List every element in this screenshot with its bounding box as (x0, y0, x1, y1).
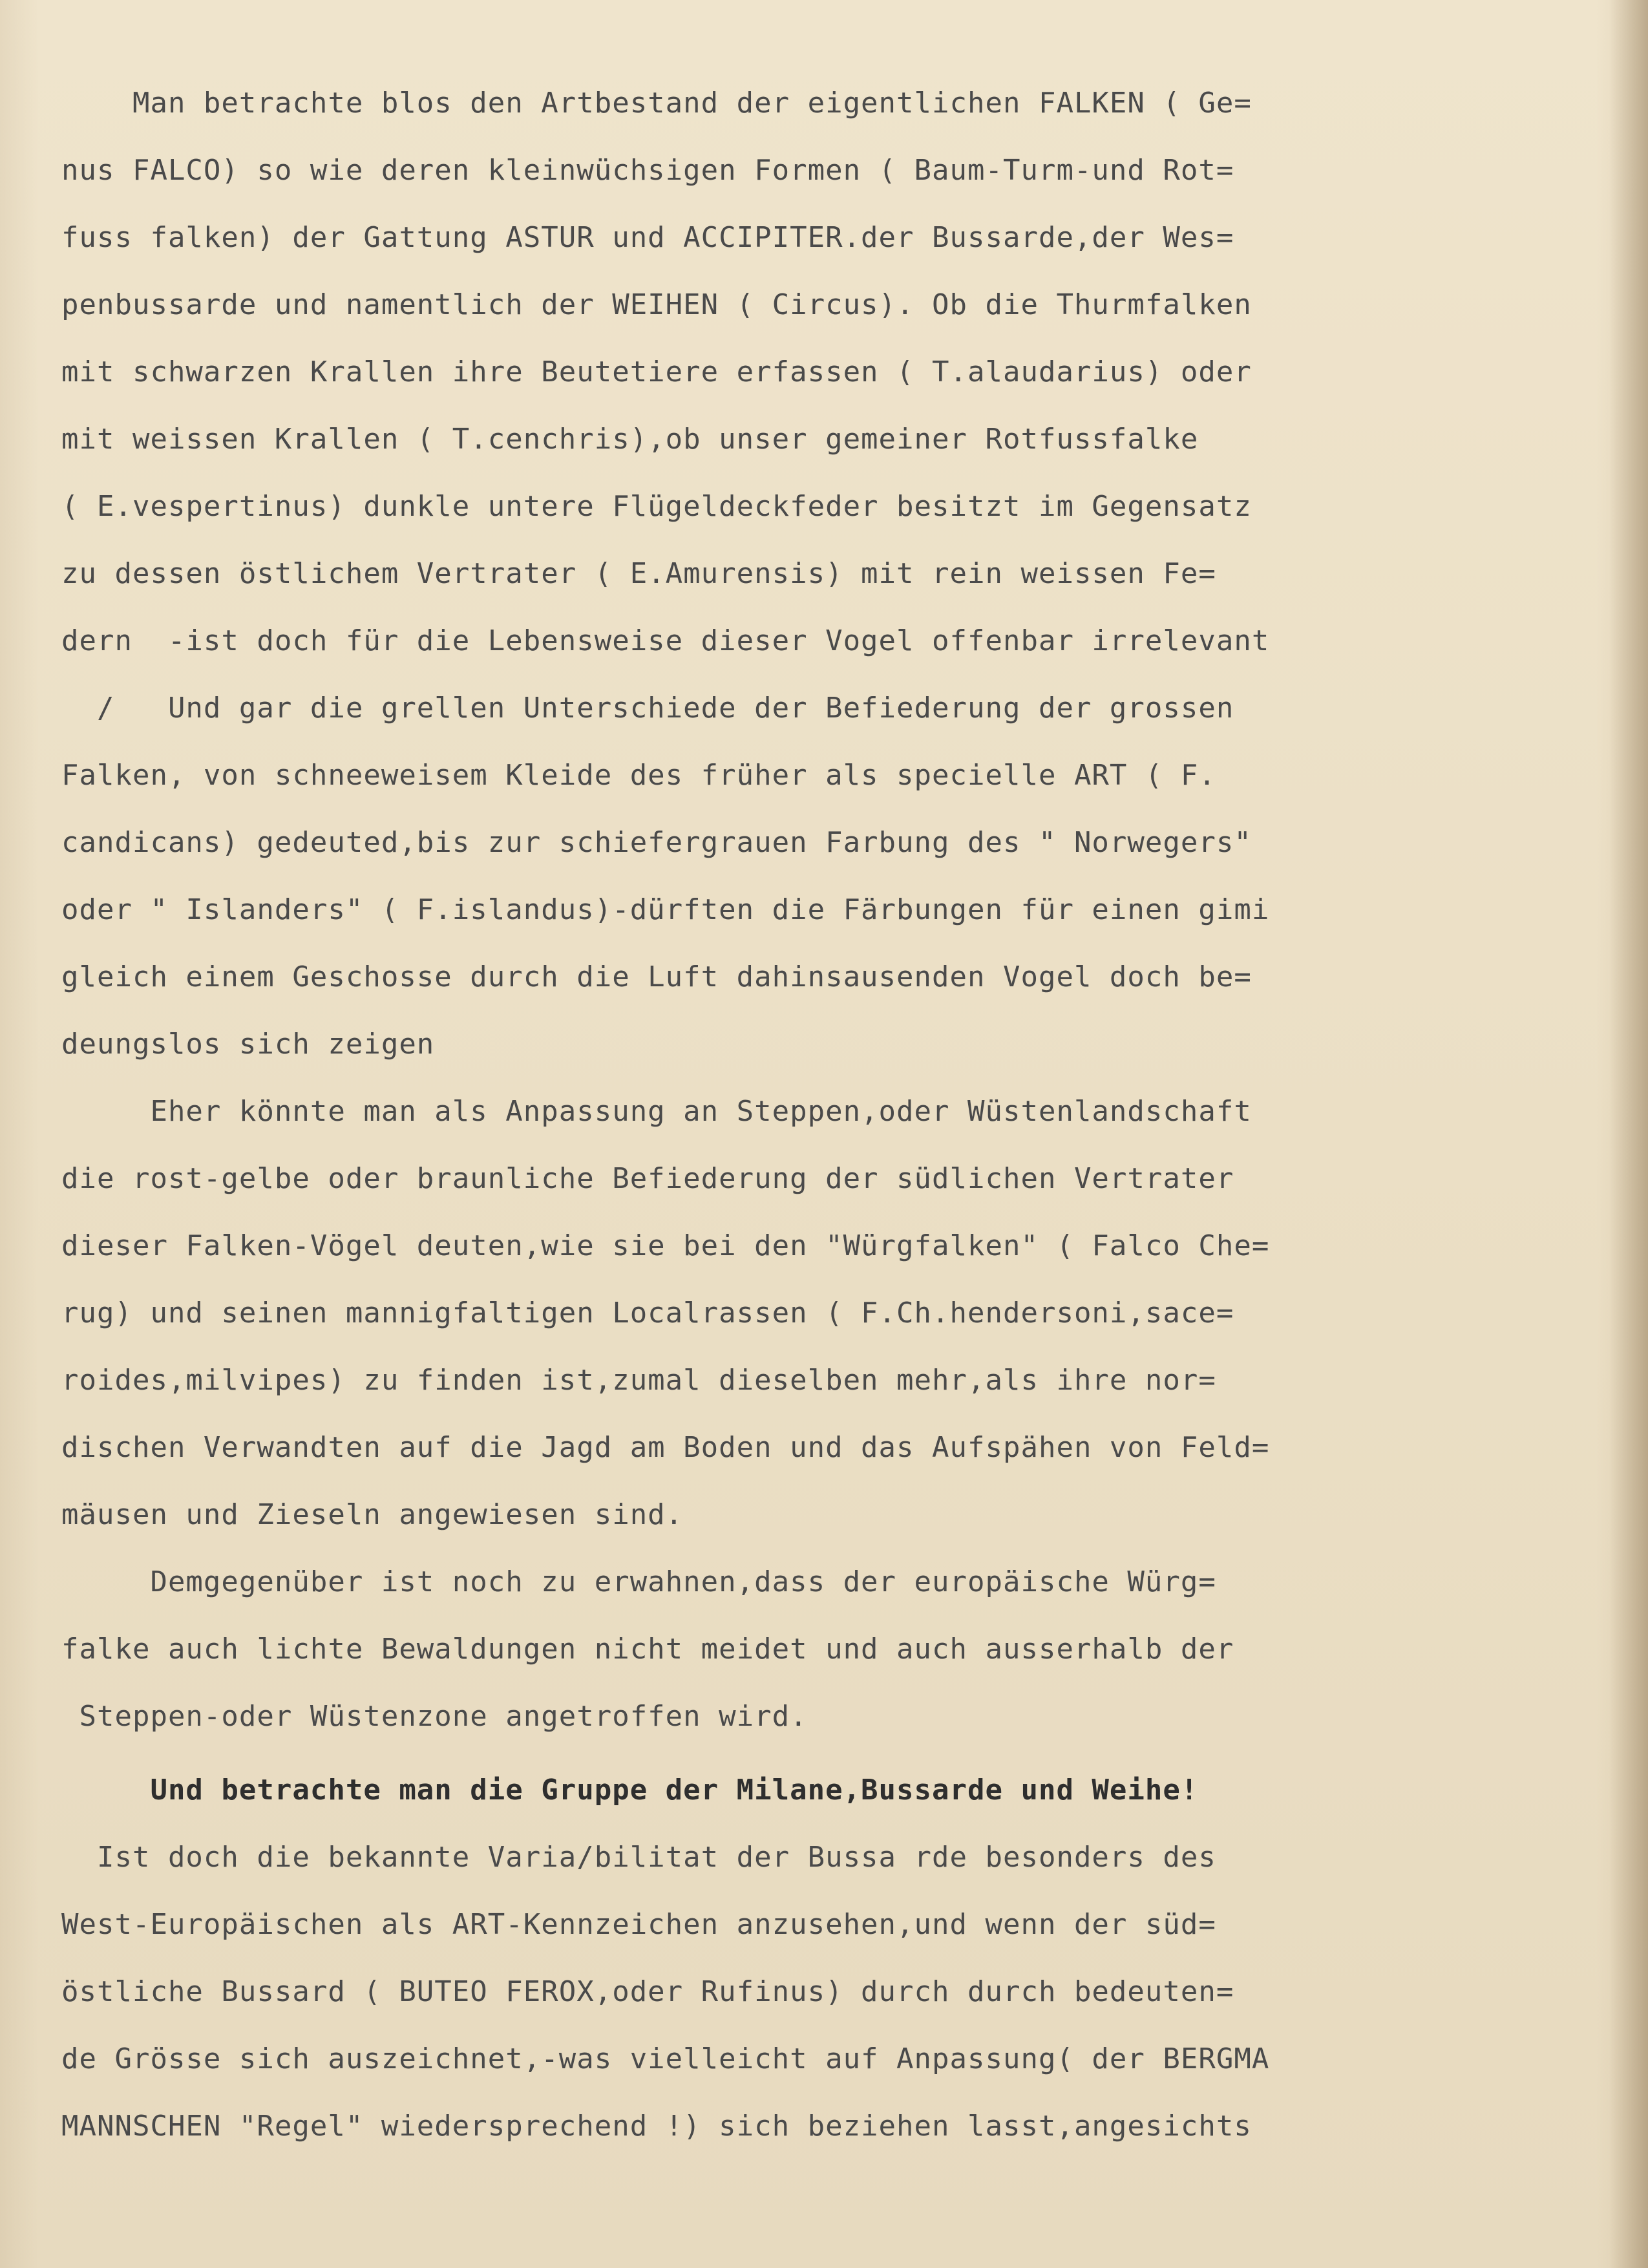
text-line: gleich einem Geschosse durch die Luft dahinsausenden Vogel doch be= (61, 960, 1252, 993)
text-line: dischen Verwandten auf die Jagd am Boden und das Aufspähen von Feld= (61, 1431, 1270, 1464)
text-line: falke auch lichte Bewaldungen nicht meidet und auch ausserhalb der (61, 1633, 1234, 1666)
text-line: penbussarde und namentlich der WEIHEN ( Circus). Ob die Thurmfalken (61, 288, 1252, 321)
text-line: fuss falken) der Gattung ASTUR und ACCIPITER.der Bussarde,der Wes= (61, 221, 1234, 254)
text-line: Und betrachte man die Gruppe der Milane,Bussarde und Weihe! (61, 1774, 1199, 1807)
text-line: Demgegenüber ist noch zu erwahnen,dass der europäische Würg= (61, 1565, 1216, 1598)
text-line: zu dessen östlichem Vertrater ( E.Amurensis) mit rein weissen Fe= (61, 557, 1216, 590)
text-line: / Und gar die grellen Unterschiede der Befiederung der grossen (61, 692, 1234, 725)
text-line: dieser Falken-Vögel deuten,wie sie bei den "Würgfalken" ( Falco Che= (61, 1229, 1270, 1262)
text-line: de Grösse sich auszeichnet,-was vielleicht auf Anpassung( der BERGMA (61, 2042, 1270, 2075)
text-line: dern -ist doch für die Lebensweise dieser Vogel offenbar irrelevant (61, 624, 1270, 657)
text-line: Steppen-oder Wüstenzone angetroffen wird. (61, 1700, 808, 1733)
text-line: mit schwarzen Krallen ihre Beutetiere erfassen ( T.alaudarius) oder (61, 355, 1252, 388)
text-line: MANNSCHEN "Regel" wiedersprechend !) sich beziehen lasst,angesichts (61, 2110, 1252, 2143)
text-line: Man betrachte blos den Artbestand der eigentlichen FALKEN ( Ge= (61, 87, 1252, 120)
page-edge-shadow (1609, 0, 1648, 2268)
text-line: deungslos sich zeigen (61, 1028, 435, 1061)
text-line: Ist doch die bekannte Varia/bilitat der Bussa rde besonders des (61, 1841, 1216, 1874)
text-line: rug) und seinen mannigfaltigen Localrassen ( F.Ch.hendersoni,sace= (61, 1297, 1234, 1330)
text-line: ( E.vespertinus) dunkle untere Flügeldeckfeder besitzt im Gegensatz (61, 490, 1252, 523)
text-line: oder " Islanders" ( F.islandus)-dürften die Färbungen für einen gimi (61, 893, 1270, 926)
text-line: östliche Bussard ( BUTEO FEROX,oder Rufinus) durch durch bedeuten= (61, 1975, 1234, 2008)
text-line: mit weissen Krallen ( T.cenchris),ob unser gemeiner Rotfussfalke (61, 423, 1199, 456)
text-line: nus FALCO) so wie deren kleinwüchsigen Formen ( Baum-Turm-und Rot= (61, 154, 1234, 187)
text-line: West-Europäischen als ART-Kennzeichen anzusehen,und wenn der süd= (61, 1908, 1216, 1941)
text-line: Eher könnte man als Anpassung an Steppen,oder Wüstenlandschaft (61, 1095, 1252, 1128)
text-line: mäusen und Zieseln angewiesen sind. (61, 1498, 684, 1531)
text-line: Falken, von schneeweisem Kleide des früher als specielle ART ( F. (61, 759, 1216, 792)
text-line: candicans) gedeuted,bis zur schiefergrauen Farbung des " Norwegers" (61, 826, 1252, 859)
text-line: roides,milvipes) zu finden ist,zumal dieselben mehr,als ihre nor= (61, 1364, 1216, 1397)
text-line: die rost-gelbe oder braunliche Befiederung der südlichen Vertrater (61, 1162, 1234, 1195)
